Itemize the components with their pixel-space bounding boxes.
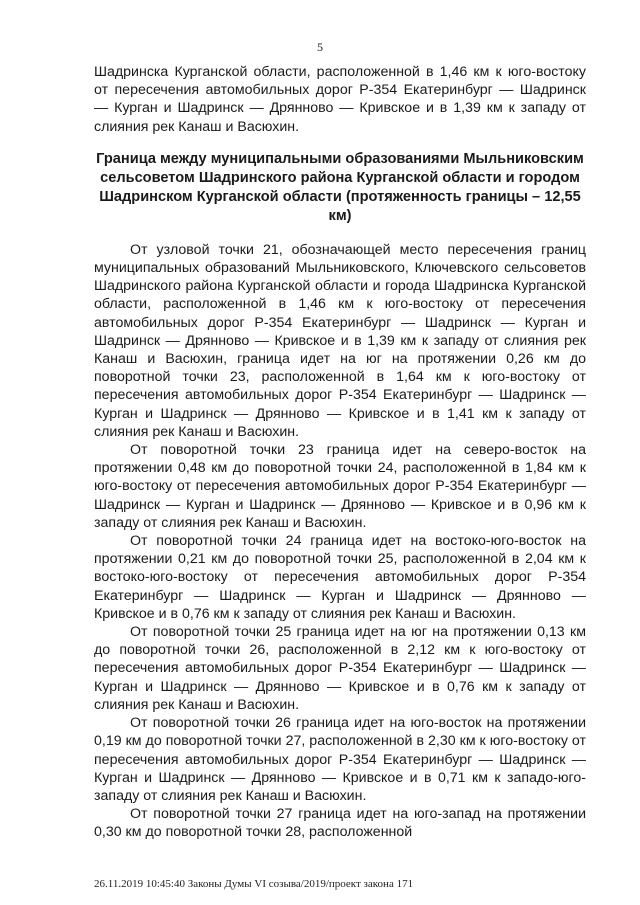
continuation-paragraph: Шадринска Курганской области, расположенной в 1,46 км к юго-востоку от пересечения автомобильных дорог Р-354 Екатеринбург — Шадринск — Курган и Шадринск — Дрянново — Кривское и в 1,39 км к западу от слияния рек Канаш и Васюхин. [94,64,586,135]
document-body [94,63,586,842]
paragraph-2: От поворотной точки 23 граница идет на северо-восток на протяжении 0,48 км до поворотной точки 24, расположенной в 1,84 км к юго-востоку от пересечения автомобильных дорог Р-354 Екатеринбург — Шадринск — Курган и Шадринск — Дрянново — Кривское и в 0,96 км к западу от слияния рек Канаш и Васюхин. [94,442,586,531]
paragraph-5: От поворотной точки 26 граница идет на юго-восток на протяжении 0,19 км до поворотной точки 27, расположенной в 2,30 км к юго-востоку от пересечения автомобильных дорог Р-354 Екатеринбург — Шадринск — Курган и Шадринск — Дрянново — Кривское и в 0,71 км к западо-юго-западу от слияния рек Канаш и Васюхин. [94,715,586,804]
paragraph-4: От поворотной точки 25 граница идет на юг на протяжении 0,13 км до поворотной точки 26, расположенной в 2,12 км к юго-востоку от пересечения автомобильных дорог Р-354 Екатеринбург — Шадринск — Курган и Шадринск — Дрянново — Кривское и в 0,76 км к западу от слияния рек Канаш и Васюхин. [94,624,586,713]
paragraph-3: От поворотной точки 24 граница идет на востоко-юго-восток на протяжении 0,21 км до поворотной точки 25, расположенной в 2,04 км к востоко-юго-востоку от пересечения автомобильных дорог Р-354 Екатеринбург — Шадринск — Курган и Шадринск — Дрянново — Кривское и в 0,76 км к западу от слияния рек Канаш и Васюхин. [94,533,586,622]
page-number: 5 [317,40,323,54]
paragraph-6: От поворотной точки 27 граница идет на юго-запад на протяжении 0,30 км до поворотной точки 28, расположенной [94,806,586,841]
document-footer: 26.11.2019 10:45:40 Законы Думы VI созыва/2019/проект закона 171 [94,878,414,890]
paragraph-1: От узловой точки 21, обозначающей место пересечения границ муниципальных образований Мыльниковского, Ключевского сельсоветов Шадринского района Курганской области и города Шадринска Курганской области, расположенной в 1,46 км к юго-востоку от пересечения автомобильных дорог Р-354 Екатеринбург — Шадринск — Курган и Шадринск — Дрянново — Кривское и в 1,39 км к западу от слияния рек Канаш и Васюхин, граница идет на юг на протяжении 0,26 км до поворотной точки 23, расположенной в 1,64 км к юго-востоку от пересечения автомобильных дорог Р-354 Екатеринбург — Шадринск — Курган и Шадринск — Дрянново — Кривское и в 1,41 км к западу от слияния рек Канаш и Васюхин. [94,241,586,440]
section-heading: Граница между муниципальными образованиями Мыльниковским сельсоветом Шадринского района Курганской области и городом Шадринском Курганской области (протяженность границы – 12,55 км) [96,150,584,224]
